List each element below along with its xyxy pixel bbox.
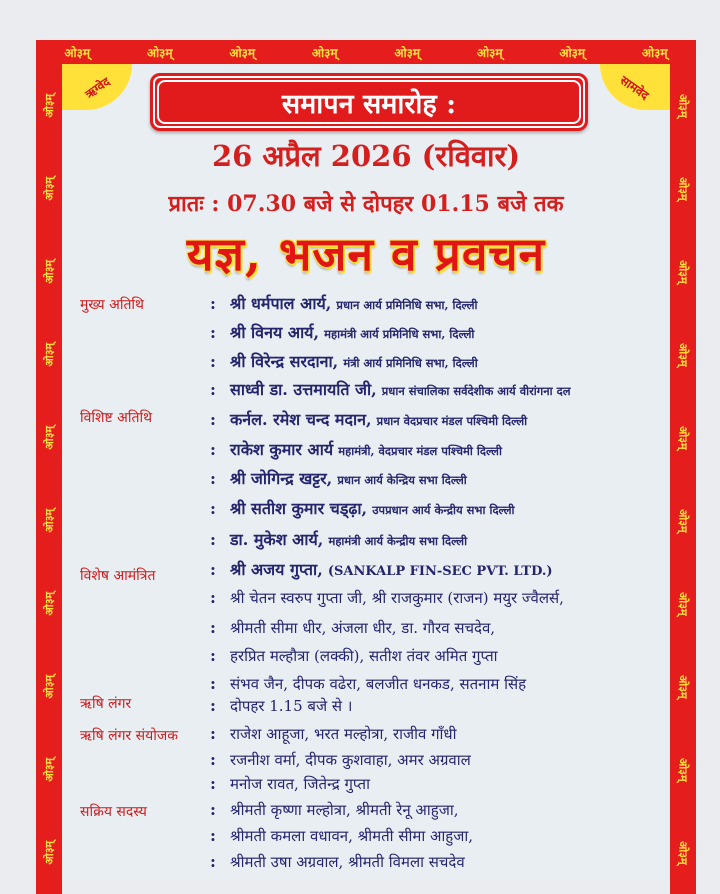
list-item: : मनोज रावत, जितेन्द्र गुप्ता [210, 774, 370, 793]
om-mark: ओ३म् [42, 674, 56, 699]
list-item: : रजनीश वर्मा, दीपक कुशवाहा, अमर अग्रवाल [210, 750, 471, 769]
om-mark: ओ३म् [676, 176, 690, 201]
list-item: : श्री चेतन स्वरुप गुप्ता जी, श्री राजकुमार (राजन) मयुर ज्वैलर्स, [210, 588, 564, 607]
om-mark: ओ३म् [676, 342, 690, 367]
label-active-members: सक्रिय सदस्य [80, 804, 147, 820]
corner-label: सामवेद [617, 72, 652, 103]
title-banner [150, 73, 588, 131]
corner-badge-samveda [600, 64, 670, 110]
list-item: : श्री विरेन्द्र सरदाना, मंत्री आर्य प्रमिनिधि सभा, दिल्ली [210, 352, 478, 371]
label-special-invitee: विशेष आमंत्रित [80, 568, 156, 584]
om-mark: ओ३म् [676, 425, 690, 450]
list-item: : श्री सतीश कुमार चड्ढ़ा, उपप्रधान आर्य केन्द्रीय सभा दिल्ली [210, 499, 515, 518]
list-item: : श्रीमती कमला वधावन, श्रीमती सीमा आहुजा, [210, 826, 474, 845]
om-mark: ओ३म् [676, 508, 690, 533]
list-item: : श्री जोगिन्द्र खट्टर, प्रधान आर्य केन्द्रिय सभा दिल्ली [210, 469, 467, 488]
corner-badge-rigveda [62, 64, 132, 110]
om-mark: ओ३म् [676, 840, 690, 865]
om-mark: ओ३म् [476, 45, 503, 60]
event-headline: यज्ञ, भजन व प्रवचन [186, 227, 546, 281]
om-mark: ओ३म् [42, 508, 56, 533]
om-mark: ओ३म् [676, 93, 690, 118]
list-item: : हरप्रित मल्हौत्रा (लक्की), सतीश तंवर अमित गुप्ता [210, 646, 498, 665]
list-item: : श्री अजय गुप्ता, (SANKALP FIN-SEC PVT. LTD.) [210, 560, 553, 579]
list-item: : श्रीमती उषा अग्रवाल, श्रीमती विमला सचदेव [210, 852, 465, 871]
om-mark: ओ३म् [559, 45, 586, 60]
om-mark: ओ३म् [42, 840, 56, 865]
invitation-poster [36, 40, 696, 880]
list-item: : दोपहर 1.15 बजे से । [210, 696, 353, 715]
list-item: : राजेश आहूजा, भरत मल्होत्रा, राजीव गाँधी [210, 724, 457, 743]
page-title: समापन समारोह : [281, 88, 457, 120]
list-item: : श्री धर्मपाल आर्य, प्रधान आर्य प्रमिनिधि सभा, दिल्ली [210, 294, 478, 313]
om-mark: ओ३म् [311, 45, 338, 60]
om-mark: ओ३म् [676, 757, 690, 782]
list-item: : श्री विनय आर्य, महामंत्री आर्य प्रमिनिधि सभा, दिल्ली [210, 323, 475, 342]
om-mark: ओ३म् [42, 259, 56, 284]
list-item: : राकेश कुमार आर्य महामंत्री, वेदप्रचार मंडल पश्चिमी दिल्ली [210, 440, 502, 459]
label-chief-guest: मुख्य अतिथि [80, 297, 145, 313]
om-mark: ओ३म् [229, 45, 256, 60]
event-date: 26 अप्रैल 2026 (रविवार) [211, 139, 521, 173]
label-special-guest: विशिष्ट अतिथि [80, 410, 153, 426]
list-item: : श्रीमती सीमा धीर, अंजला धीर, डा. गौरव सचदेव, [210, 618, 496, 637]
event-time: प्रातः : 07.30 बजे से दोपहर 01.15 बजे तक [168, 191, 564, 217]
list-item: : साध्वी डा. उत्तमायति जी, प्रधान संचालिका सर्वदेशीक आर्य वीरांगना दल [210, 380, 571, 399]
om-mark: ओ३म् [42, 342, 56, 367]
om-mark: ओ३म् [146, 45, 173, 60]
label-rishi-langar: ऋषि लंगर [80, 696, 132, 712]
list-item: : श्रीमती कृष्णा मल्होत्रा, श्रीमती रेनू आहुजा, [210, 800, 459, 819]
om-mark: ओ३म् [641, 45, 668, 60]
om-mark: ओ३म् [42, 757, 56, 782]
om-mark: ओ३म् [676, 591, 690, 616]
list-item: : डा. मुकेश आर्य, महामंत्री आर्य केन्द्रीय सभा दिल्ली [210, 530, 468, 549]
list-item: : कर्नल. रमेश चन्द मदान, प्रधान वेदप्रचार मंडल पश्चिमी दिल्ली [210, 410, 528, 429]
label-langar-coordinator: ऋषि लंगर संयोजक [80, 728, 179, 744]
om-mark: ओ३म् [42, 591, 56, 616]
list-item: : संभव जैन, दीपक वढेरा, बलजीत धनकड, सतनाम सिंह [210, 674, 527, 693]
om-mark: ओ३म् [64, 45, 91, 60]
om-mark: ओ३म् [42, 176, 56, 201]
om-mark: ओ३म् [42, 425, 56, 450]
om-mark: ओ३म् [676, 259, 690, 284]
om-mark: ओ३म् [676, 674, 690, 699]
corner-label: ऋग्वेद [82, 74, 113, 101]
om-mark: ओ३म् [42, 93, 56, 118]
om-mark: ओ३म् [394, 45, 421, 60]
top-border [36, 40, 696, 64]
